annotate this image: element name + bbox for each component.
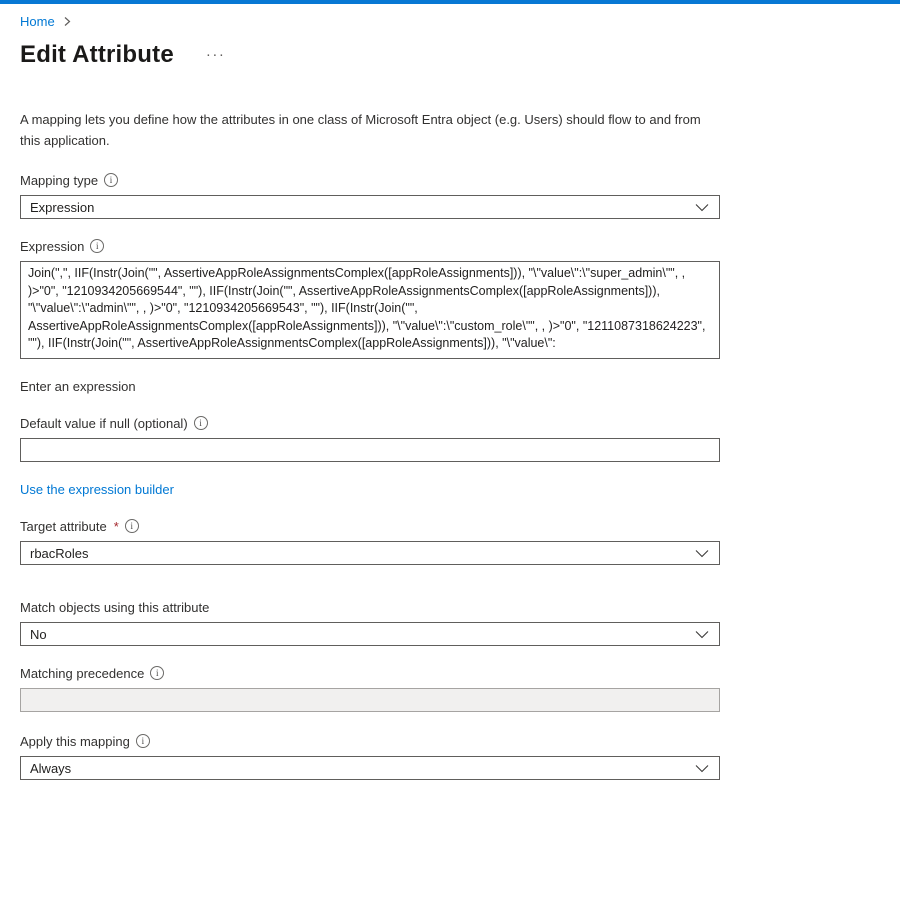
default-value-field xyxy=(20,415,720,462)
expression-helper-text: Enter an expression xyxy=(20,379,136,394)
top-accent-bar xyxy=(0,0,900,4)
mapping-type-select-value: Expression xyxy=(30,199,95,215)
default-value-label-text: Default value if null (optional) xyxy=(20,415,188,431)
more-options-button[interactable]: ··· xyxy=(205,46,226,63)
chevron-right-icon xyxy=(62,16,72,27)
mapping-type-label-text: Mapping type xyxy=(20,172,99,188)
match-objects-field xyxy=(20,599,720,646)
match-objects-label-text: Match objects using this attribute xyxy=(20,599,210,615)
target-attribute-info-icon[interactable]: i xyxy=(125,519,139,533)
page-description: A mapping lets you define how the attributes in one class of Microsoft Entra object (e.g. Users) should flow to and from this application. xyxy=(20,112,701,148)
breadcrumb xyxy=(20,14,720,29)
target-attribute-label xyxy=(20,518,720,534)
match-objects-select[interactable] xyxy=(20,622,720,646)
matching-precedence-field xyxy=(20,665,720,712)
target-attribute-select-value: rbacRoles xyxy=(30,545,89,561)
apply-mapping-select[interactable] xyxy=(20,756,720,780)
matching-precedence-info-icon[interactable]: i xyxy=(150,666,164,680)
page-title: Edit Attribute xyxy=(20,41,174,68)
apply-mapping-label xyxy=(20,733,720,749)
expression-field xyxy=(20,238,720,394)
mapping-type-field xyxy=(20,172,720,219)
chevron-down-icon xyxy=(695,203,709,212)
expression-builder-link[interactable]: Use the expression builder xyxy=(20,482,174,497)
match-objects-select-value: No xyxy=(30,626,47,642)
default-value-label xyxy=(20,415,720,431)
matching-precedence-label xyxy=(20,665,720,681)
mapping-type-label xyxy=(20,172,720,188)
default-value-input[interactable] xyxy=(20,438,720,462)
mapping-type-select[interactable] xyxy=(20,195,720,219)
apply-mapping-select-value: Always xyxy=(30,760,72,776)
expression-info-icon[interactable]: i xyxy=(90,239,104,253)
chevron-down-icon xyxy=(695,549,709,558)
matching-precedence-label-text: Matching precedence xyxy=(20,665,145,681)
match-objects-label xyxy=(20,599,720,615)
target-attribute-field xyxy=(20,518,720,565)
breadcrumb-home-link[interactable]: Home xyxy=(20,14,55,29)
expression-label-text: Expression xyxy=(20,238,85,254)
default-value-info-icon[interactable]: i xyxy=(194,416,208,430)
target-attribute-label-text: Target attribute xyxy=(20,518,107,534)
expression-label xyxy=(20,238,720,254)
required-asterisk: * xyxy=(113,518,119,534)
mapping-type-info-icon[interactable]: i xyxy=(104,173,118,187)
chevron-down-icon xyxy=(695,764,709,773)
chevron-down-icon xyxy=(695,630,709,639)
matching-precedence-input xyxy=(20,688,720,712)
apply-mapping-field xyxy=(20,733,720,780)
target-attribute-select[interactable] xyxy=(20,541,720,565)
apply-mapping-label-text: Apply this mapping xyxy=(20,733,130,749)
expression-textarea[interactable] xyxy=(20,261,720,359)
apply-mapping-info-icon[interactable]: i xyxy=(136,734,150,748)
edit-attribute-panel xyxy=(0,14,900,780)
